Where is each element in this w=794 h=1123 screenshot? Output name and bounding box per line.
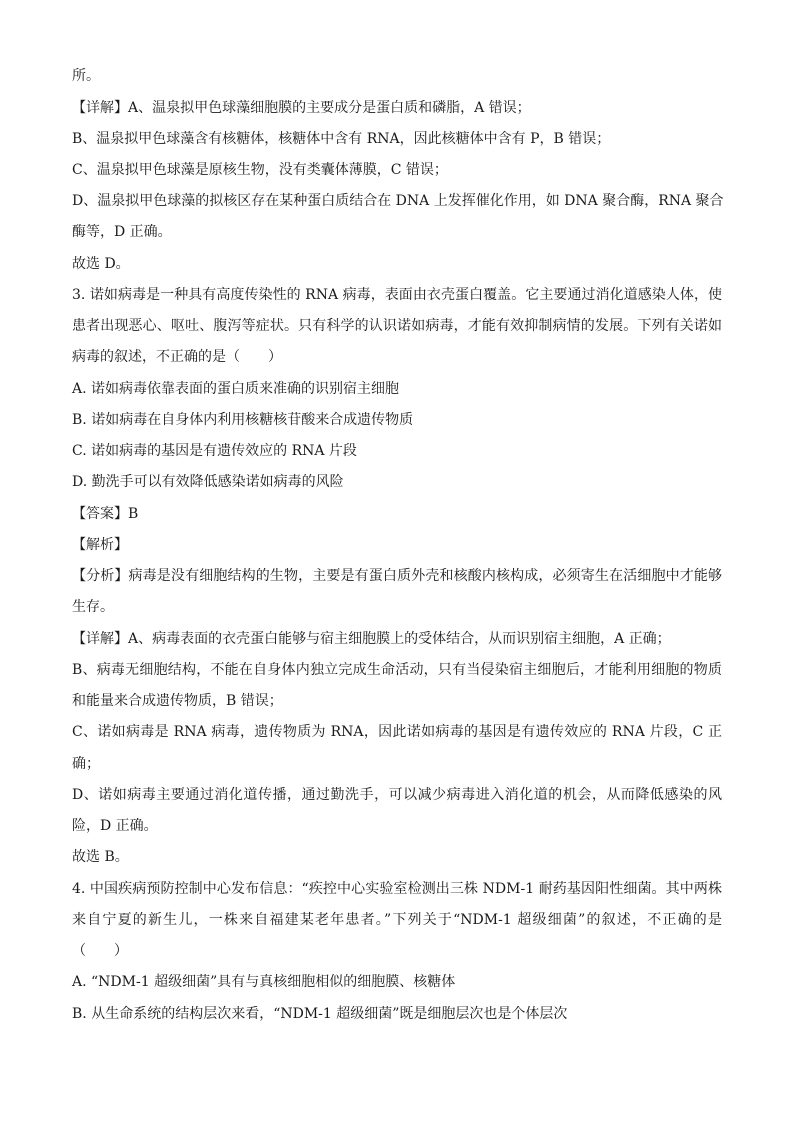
option-a: A. 诺如病毒依靠表面的蛋白质来准确的识别宿主细胞 <box>72 381 400 397</box>
question-3-stem: 3. 诺如病毒是一种具有高度传染性的 RNA 病毒，表面由衣壳蛋白覆盖。它主要通过消化道感染人体，使 <box>72 287 722 303</box>
text-line: 生存。 <box>72 599 114 615</box>
text-line: C、诺如病毒是 RNA 病毒，遗传物质为 RNA，因此诺如病毒的基因是有遗传效应的 RNA 片段，C 正 <box>72 724 722 740</box>
text-line: 故选 B。 <box>72 849 129 865</box>
text-line: 【详解】A、病毒表面的衣壳蛋白能够与宿主细胞膜上的受体结合，从而识别宿主细胞，A 正确； <box>72 631 671 647</box>
text-line: D、诺如病毒主要通过消化道传播，通过勤洗手，可以减少病毒进入消化道的机会，从而降低感染的风 <box>72 787 722 803</box>
text-line: 【详解】A、温泉拟甲色球藻细胞膜的主要成分是蛋白质和磷脂，A 错误； <box>72 100 531 116</box>
text-line: D、温泉拟甲色球藻的拟核区存在某种蛋白质结合在 DNA 上发挥催化作用，如 DNA 聚合酶，RNA 聚合 <box>72 193 724 209</box>
option-a: A. “NDM-1 超级细菌”具有与真核细胞相似的细胞膜、核糖体 <box>72 974 456 990</box>
text-line: 所。 <box>72 68 100 84</box>
answer-label: 【答案】B <box>72 506 139 522</box>
text-line: 险，D 正确。 <box>72 818 158 834</box>
option-b: B. 从生命系统的结构层次来看，“NDM-1 超级细菌”既是细胞层次也是个体层次 <box>72 1006 568 1022</box>
analysis-heading: 【解析】 <box>72 537 128 553</box>
option-c: C. 诺如病毒的基因是有遗传效应的 RNA 片段 <box>72 443 357 459</box>
question-4-stem: 4. 中国疾病预防控制中心发布信息：“疾控中心实验室检测出三株 NDM-1 耐药基因阳性细菌。其中两株 <box>72 881 722 897</box>
text-line: 酶等，D 正确。 <box>72 224 172 240</box>
text-line: 和能量来合成遗传物质，B 错误； <box>72 693 283 709</box>
text-line: B、病毒无细胞结构，不能在自身体内独立完成生命活动，只有当侵染宿主细胞后，才能利用细胞的物质 <box>72 662 722 678</box>
question-4-stem: （ ） <box>72 943 128 959</box>
option-d: D. 勤洗手可以有效降低感染诺如病毒的风险 <box>72 474 344 490</box>
question-3-stem: 病毒的叙述，不正确的是（ ） <box>72 349 282 365</box>
text-line: 【分析】病毒是没有细胞结构的生物，主要是有蛋白质外壳和核酸内核构成，必须寄生在活细胞中才能够 <box>72 568 722 584</box>
option-b: B. 诺如病毒在自身体内利用核糖核苷酸来合成遗传物质 <box>72 412 414 428</box>
text-line: 故选 D。 <box>72 256 130 272</box>
question-4-stem: 来自宁夏的新生儿，一株来自福建某老年患者。”下列关于“NDM-1 超级细菌”的叙述，不正确的是 <box>72 912 722 928</box>
text-line: 确； <box>72 756 100 772</box>
text-line: B、温泉拟甲色球藻含有核糖体，核糖体中含有 RNA，因此核糖体中含有 P，B 错误； <box>72 131 611 147</box>
question-3-stem: 患者出现恶心、呕吐、腹泻等症状。只有科学的认识诺如病毒，才能有效抑制病情的发展。下列有关诺如 <box>72 318 722 334</box>
text-line: C、温泉拟甲色球藻是原核生物，没有类囊体薄膜，C 错误； <box>72 162 448 178</box>
